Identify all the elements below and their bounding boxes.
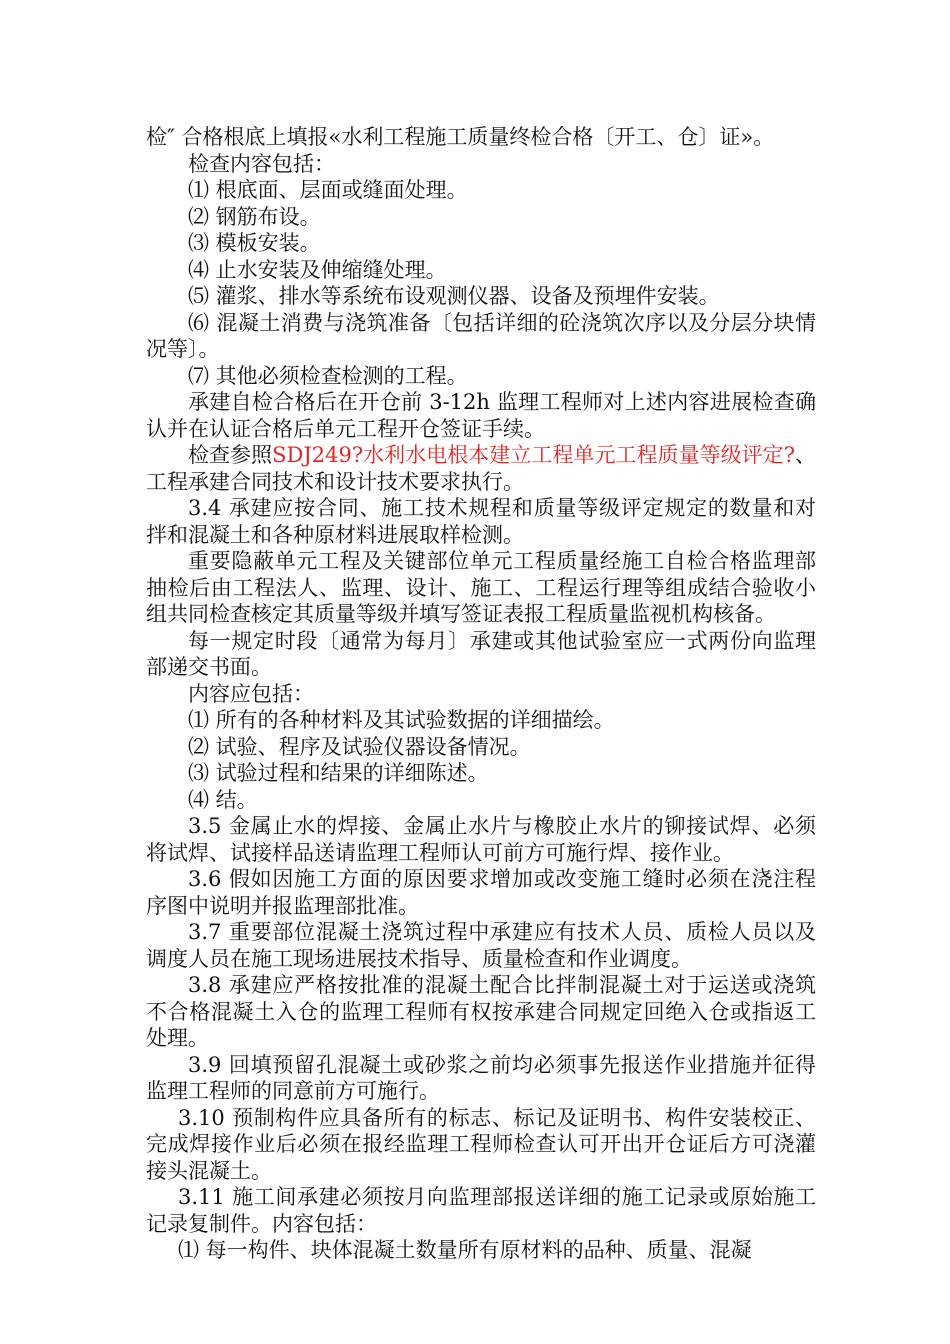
list-item: ⑷ 止水安装及伸缩缝处理。 xyxy=(188,257,447,282)
list-item: ⑵ 试验、程序及试验仪器设备情况。 xyxy=(188,734,531,759)
reference-suffix: 、工程承建合同技术和设计技术要求执行。 xyxy=(146,443,817,494)
section-3-6: 3.6 假如因施工方面的原因要求增加或改变施工缝时必须在浇注程序图中说明并报监理部批准。 xyxy=(146,867,816,918)
list-item: ⑸ 灌浆、排水等系统布设观测仪器、设备及预埋件安装。 xyxy=(188,284,720,308)
paragraph: 承建自检合格后在开仓前 3-12h 监理工程师对上述内容进展检查确认并在认证合格后单元工程开仓签证手续。 xyxy=(146,390,816,441)
list-item: ⑹ 混凝土消费与浇筑准备〔包括详细的砼浇筑次序以及分层分块情况等〕。 xyxy=(146,310,816,361)
list-item: ⑴ 所有的各种材料及其试验数据的详细描绘。 xyxy=(188,708,615,732)
paragraph: 重要隐蔽单元工程及关键部位单元工程质量经施工自检合格监理部抽检后由工程法人、监理、设计、施工、工程运行理等组成结合验收小组共同检查核定其质量等级并填写签证表报工程质量监视机构核备。 xyxy=(146,549,816,626)
list-item: ⑺ 其他必须检查检测的工程。 xyxy=(188,363,468,388)
section-3-4: 3.4 承建应按合同、施工技术规程和质量等级评定规定的数量和对拌和混凝土和各种原材料进展取样检测。 xyxy=(146,496,816,547)
section-3-10: 3.10 预制构件应具备所有的标志、标记及证明书、构件安装校正、完成焊接作业后必须在报经监理工程师检查认可开出开仓证后方可浇灌接头混凝土。 xyxy=(146,1105,816,1183)
document-body xyxy=(146,124,816,1264)
section-3-9: 3.9 回填预留孔混凝土或砂浆之前均必须事先报送作业措施并征得监理工程师的同意前方可施行。 xyxy=(146,1052,816,1103)
section-3-7: 3.7 重要部位混凝土浇筑过程中承建应有技术人员、质检人员以及调度人员在施工现场进展技术指导、质量检查和作业调度。 xyxy=(146,920,816,971)
reference-prefix: 检查参照 xyxy=(188,443,273,467)
list-item: ⑵ 钢筋布设。 xyxy=(188,204,321,229)
list-item: ⑶ 试验过程和结果的详细陈述。 xyxy=(188,761,489,785)
section-3-11: 3.11 施工间承建必须按月向监理部报送详细的施工记录或原始施工记录复制件。内容包括： xyxy=(146,1185,816,1236)
section-3-5: 3.5 金属止水的焊接、金属止水片与橡胶止水片的铆接试焊、必须将试焊、试接样品送请监理工程师认可前方可施行焊、接作业。 xyxy=(146,814,816,865)
list-item: ⑴ 根底面、层面或缝面处理。 xyxy=(188,178,468,202)
standard-reference-link[interactable]: SDJ249?水利水电根本建立工程单元工程质量等级评定? xyxy=(272,443,795,467)
paragraph-with-reference xyxy=(146,442,816,495)
paragraph: 检″ 合格根底上填报«水利工程施工质量终检合格〔开工、仓〕证»。 xyxy=(146,125,775,149)
paragraph: 检查内容包括： xyxy=(188,151,335,176)
list-item: ⑴ 每一构件、块体混凝土数量所有原材料的品种、质量、混凝 xyxy=(178,1238,752,1262)
list-item: ⑷ 结。 xyxy=(188,787,258,812)
list-item: ⑶ 模板安装。 xyxy=(188,231,321,255)
paragraph: 内容应包括： xyxy=(188,681,314,706)
section-3-8: 3.8 承建应严格按批准的混凝土配合比拌制混凝土对于运送或浇筑不合格混凝土入仓的监理工程师有权按承建合同规定回绝入仓或指返工处理。 xyxy=(146,973,816,1050)
paragraph: 每一规定时段〔通常为每月〕承建或其他试验室应一式两份向监理部递交书面。 xyxy=(146,628,816,679)
